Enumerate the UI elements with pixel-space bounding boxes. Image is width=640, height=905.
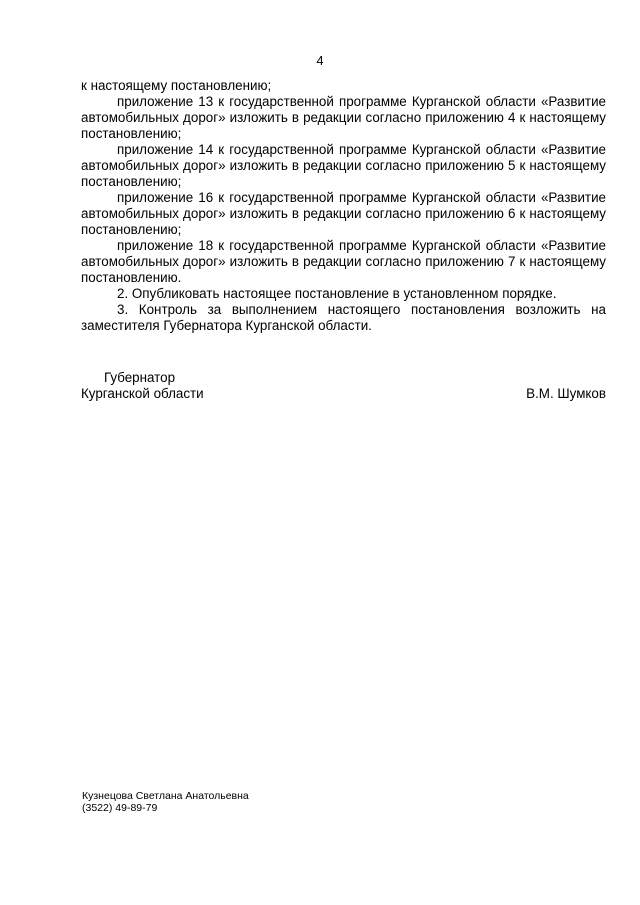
body-paragraph-1: к настоящему постановлению;: [81, 78, 272, 93]
body-paragraph-7: 3. Контроль за выполнением настоящего постановления возложить на заместителя Губернатора Курганской области.: [81, 302, 606, 333]
body-paragraph-2: приложение 13 к государственной программе Курганской области «Развитие автомобильных дорог» изложить в редакции согласно приложению 4 к настоящему постановлению;: [81, 94, 606, 141]
executor-phone: (3522) 49-89-79: [82, 802, 158, 814]
signer-region: Курганской области: [81, 386, 204, 401]
signer-title: Губернатор: [104, 370, 176, 385]
body-paragraph-4: приложение 16 к государственной программе Курганской области «Развитие автомобильных дорог» изложить в редакции согласно приложению 6 к настоящему постановлению;: [81, 190, 606, 237]
executor-name: Кузнецова Светлана Анатольевна: [82, 790, 249, 802]
document-body: [81, 78, 606, 334]
signer-position: [81, 370, 606, 402]
executor-block: [82, 790, 249, 814]
body-paragraph-6: 2. Опубликовать настоящее постановление в установленном порядке.: [117, 286, 557, 301]
signer-name: В.М. Шумков: [526, 386, 606, 401]
body-paragraph-3: приложение 14 к государственной программе Курганской области «Развитие автомобильных дорог» изложить в редакции согласно приложению 5 к настоящему постановлению;: [81, 142, 606, 189]
page-number: 4: [316, 53, 324, 68]
signature-block: [81, 370, 606, 402]
body-paragraph-5: приложение 18 к государственной программе Курганской области «Развитие автомобильных дорог» изложить в редакции согласно приложению 7 к настоящему постановлению.: [81, 238, 606, 285]
